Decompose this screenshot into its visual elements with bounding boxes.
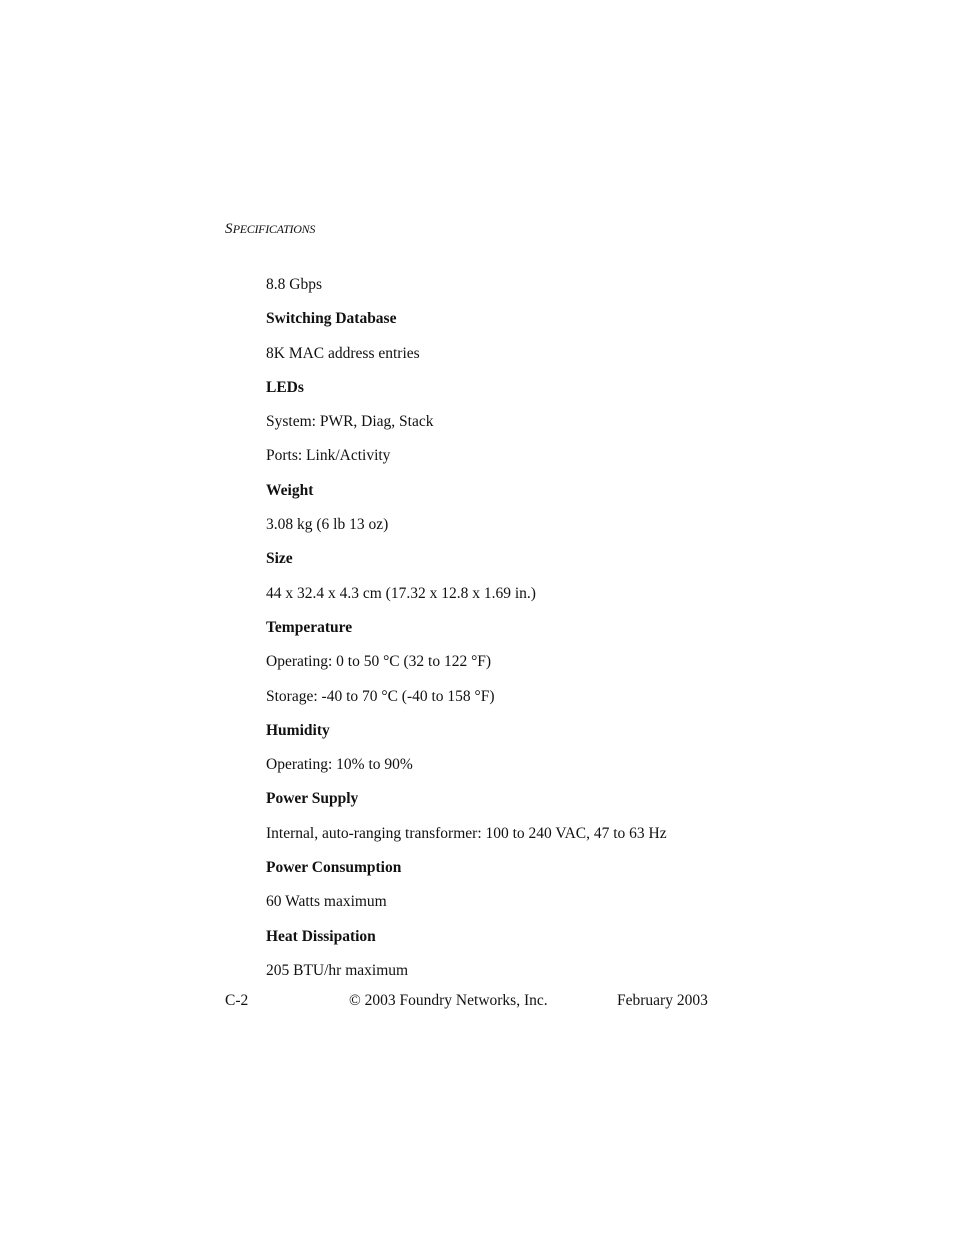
spec-heading: Heat Dissipation (266, 927, 376, 945)
spec-line: Ports: Link/Activity (266, 447, 391, 465)
spec-heading: Power Consumption (266, 859, 402, 877)
spec-line: 205 BTU/hr maximum (266, 961, 409, 979)
running-head-rest: PECIFICATIONS (232, 222, 316, 236)
spec-line: Operating: 0 to 50 °C (32 to 122 °F) (266, 653, 492, 671)
page-number: C-2 (225, 992, 249, 1009)
spec-heading: Size (266, 550, 293, 568)
spec-line: Internal, auto-ranging transformer: 100 to 240 VAC, 47 to 63 Hz (266, 824, 667, 842)
spec-heading: LEDs (266, 378, 304, 396)
spec-line: Storage: -40 to 70 °C (-40 to 158 °F) (266, 687, 495, 705)
spec-line: 44 x 32.4 x 4.3 cm (17.32 x 12.8 x 1.69 in.) (266, 584, 536, 602)
running-head-initial: S (225, 221, 233, 237)
spec-heading: Temperature (266, 618, 353, 636)
spec-line: Operating: 10% to 90% (266, 756, 413, 774)
spec-heading: Humidity (266, 721, 330, 739)
spec-heading: Switching Database (266, 310, 397, 328)
running-head (225, 221, 315, 238)
spec-line: 8.8 Gbps (266, 276, 322, 293)
spec-line: 8K MAC address entries (266, 344, 420, 362)
copyright: © 2003 Foundry Networks, Inc. (349, 992, 548, 1009)
spec-list (266, 274, 826, 994)
publication-date: February 2003 (617, 992, 708, 1009)
spec-line: 60 Watts maximum (266, 893, 387, 911)
spec-heading: Weight (266, 481, 314, 499)
spec-heading: Power Supply (266, 790, 359, 808)
spec-line: 3.08 kg (6 lb 13 oz) (266, 516, 389, 534)
spec-line: System: PWR, Diag, Stack (266, 413, 434, 431)
